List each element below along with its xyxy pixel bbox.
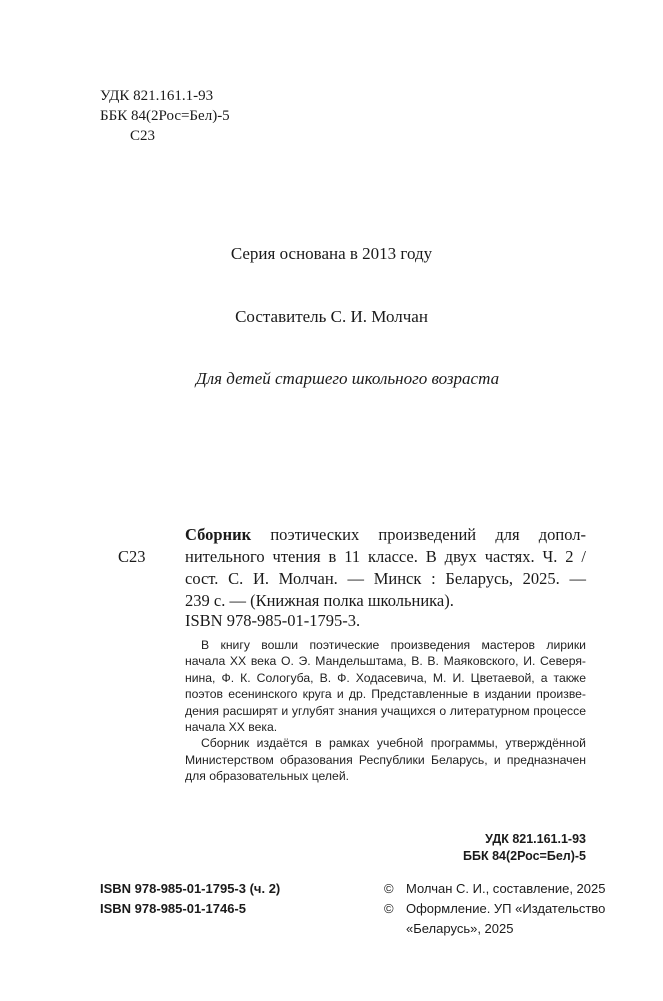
description (185, 637, 586, 785)
series-line: Серия основана в 2013 году (230, 244, 433, 263)
copyright-row (384, 899, 605, 919)
description-line: Сборник издаётся в рамках учебной программы, утверждённой (201, 736, 586, 751)
description-line: Министерством образования Республики Беларусь, и предназначен (185, 752, 586, 767)
index-top (100, 86, 230, 146)
isbn-list (100, 879, 280, 919)
annotation-isbn: ISBN 978-985-01-1795-3. (185, 611, 361, 630)
annotation-line: нительного чтения в 11 классе. В двух частях. Ч. 2 / (185, 547, 586, 566)
udk-code: УДК 821.161.1-93 (100, 88, 214, 104)
copyright (384, 879, 605, 939)
description-line: поэтов есенинского круга и др. Представленные в издании произве- (185, 687, 586, 702)
annotation-line: Сборник поэтических произведений для допол- (185, 525, 586, 544)
copyright-icon: © (384, 901, 394, 916)
audience-line: Для детей старшего школьного возраста (195, 369, 500, 388)
isbn-item: ISBN 978-985-01-1746-5 (100, 901, 246, 916)
copyright-text: Оформление. УП «Издательство (406, 901, 606, 916)
udk-code-bottom: УДК 821.161.1-93 (485, 832, 586, 846)
copyright-text: «Беларусь», 2025 (406, 921, 514, 936)
annotation-line: 239 с. — (Книжная полка школьника). (185, 591, 454, 610)
annotation-author-mark: С23 (118, 547, 146, 566)
copyright-row (384, 919, 605, 939)
copyright-row (384, 879, 605, 899)
bbk-code-bottom: ББК 84(2Рос=Бел)-5 (463, 849, 586, 863)
copyright-spacer (384, 919, 406, 939)
author-mark: С23 (130, 128, 156, 144)
description-line: для образовательных целей. (185, 769, 350, 784)
description-line: начала XX века О. Э. Мандельштама, В. В. Маяковского, И. Северя- (185, 654, 586, 669)
annotation-line: сост. С. И. Молчан. — Минск : Беларусь, 2025. — (185, 569, 586, 588)
copyright-text: Молчан С. И., составление, 2025 (406, 881, 606, 896)
description-line: начала XX века. (185, 719, 278, 734)
annotation (185, 524, 586, 612)
isbn-item: ISBN 978-985-01-1795-3 (ч. 2) (100, 881, 281, 896)
index-bottom (440, 831, 586, 865)
annotation-title: Сборник (185, 525, 252, 544)
description-line: дения расширят и углубят знания учащихся о литературном процессе (185, 703, 586, 718)
description-line: нина, Ф. К. Сологуба, В. Ф. Ходасевича, М. И. Цветаевой, а также (185, 670, 586, 685)
copyright-icon: © (384, 881, 394, 896)
description-line: В книгу вошли поэтические произведения мастеров лирики (201, 638, 586, 652)
bbk-code: ББК 84(2Рос=Бел)-5 (100, 108, 230, 124)
compiler-line: Составитель С. И. Молчан (235, 307, 428, 326)
